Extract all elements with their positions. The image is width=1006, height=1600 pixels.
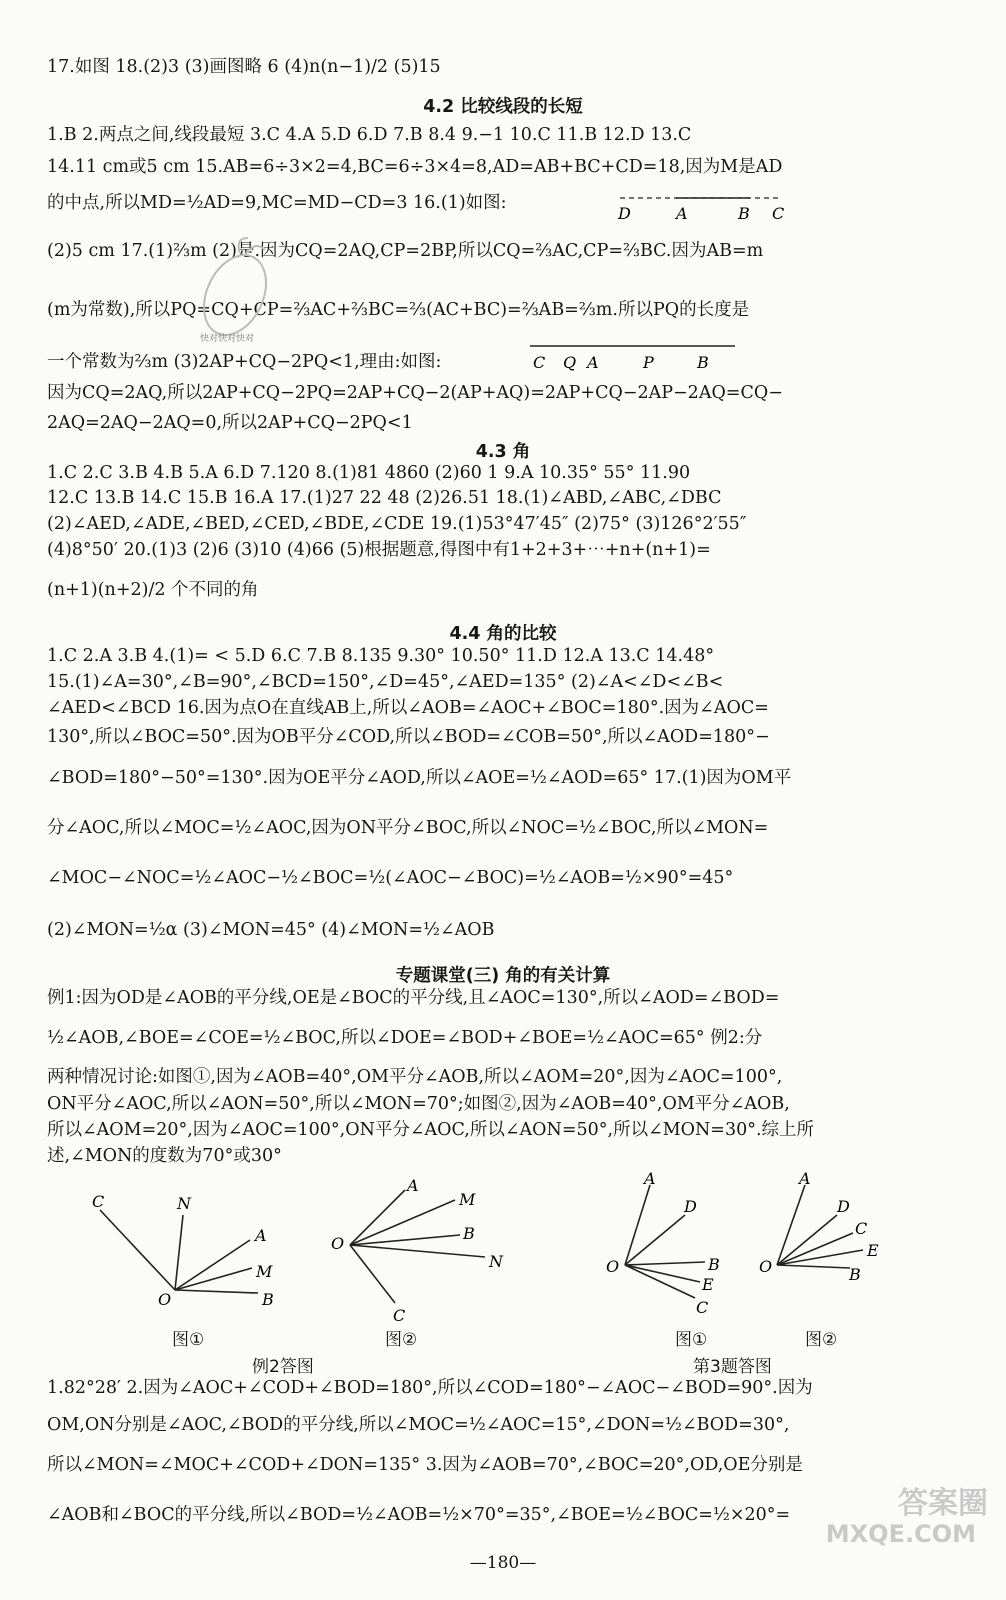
answer-line: (2)∠MON=½α (3)∠MON=45° (4)∠MON=½∠AOB xyxy=(47,920,495,940)
label-point-c: C xyxy=(533,353,546,372)
page-number: —180— xyxy=(469,1553,537,1573)
figure-label: 图② xyxy=(385,1330,418,1350)
segment-figure-dabc xyxy=(600,183,800,223)
label-point-c: C xyxy=(696,1298,709,1317)
label-point-b: B xyxy=(262,1290,274,1309)
label-point-c: C xyxy=(92,1192,105,1211)
stamp-text: 快对快对快对 xyxy=(200,334,255,344)
figure-label: 图① xyxy=(172,1330,205,1350)
ray-oe xyxy=(625,1265,700,1282)
label-point-e: E xyxy=(702,1275,714,1294)
label-point-b: B xyxy=(708,1255,720,1274)
ray-on xyxy=(175,1215,183,1290)
figure-ex2-1 xyxy=(80,1175,310,1335)
label-point-c: C xyxy=(393,1306,406,1325)
answer-line: 2AQ=2AQ−2AQ=0,所以2AP+CQ−2PQ<1 xyxy=(47,413,413,433)
answer-line: 两种情况讨论:如图①,因为∠AOB=40°,OM平分∠AOB,所以∠AOM=20°,因为∠AOC=100°, xyxy=(47,1067,783,1087)
ray-od xyxy=(625,1215,685,1265)
ray-ob xyxy=(777,1265,850,1268)
answer-line: ON平分∠AOC,所以∠AON=50°,所以∠MON=70°;如图②,因为∠AOB=40°,OM平分∠AOB, xyxy=(47,1094,790,1114)
label-point-a: A xyxy=(407,1176,419,1195)
label-point-a: A xyxy=(587,353,599,372)
answer-line: ∠AED<∠BCD 16.因为点O在直线AB上,所以∠AOB=∠AOC+∠BOC=180°.因为∠AOC= xyxy=(47,698,769,718)
answer-line: 例1:因为OD是∠AOB的平分线,OE是∠BOC的平分线,且∠AOC=130°,所以∠AOD=∠BOD= xyxy=(47,988,780,1008)
figure-label: 图② xyxy=(805,1330,838,1350)
label-point-a: A xyxy=(799,1170,811,1188)
ray-oc xyxy=(625,1265,695,1298)
label-point-b: B xyxy=(697,353,709,372)
section-title-4-2: 4.2 比较线段的长短 xyxy=(423,97,583,117)
label-point-d: D xyxy=(837,1197,850,1216)
ray-oa xyxy=(350,1190,405,1245)
ray-om xyxy=(350,1200,455,1245)
watermark-url: MXQE.COM xyxy=(825,1520,976,1548)
label-point-e: E xyxy=(867,1241,879,1260)
ray-ob xyxy=(175,1290,258,1293)
answer-line: ½∠AOB,∠BOE=∠COE=½∠BOC,所以∠DOE=∠BOD+∠BOE=½∠AOC=65° 例2:分 xyxy=(47,1028,763,1048)
carrot-stamp-icon xyxy=(190,235,280,345)
ray-ob xyxy=(350,1235,460,1245)
section-title-4-3: 4.3 角 xyxy=(475,442,531,462)
answer-line: 的中点,所以MD=½AD=9,MC=MD−CD=3 16.(1)如图: xyxy=(47,193,507,213)
label-point-o: O xyxy=(331,1234,345,1253)
ray-on xyxy=(350,1245,485,1257)
answer-line: 因为CQ=2AQ,所以2AP+CQ−2PQ=2AP+CQ−2(AP+AQ)=2AP+CQ−2AP−2AQ=CQ− xyxy=(47,383,783,403)
answer-line: 1.B 2.两点之间,线段最短 3.C 4.A 5.D 6.D 7.B 8.4 9.−1 10.C 11.B 12.D 13.C xyxy=(47,125,692,145)
label-point-m: M xyxy=(459,1190,476,1209)
answer-line: 12.C 13.B 14.C 15.B 16.A 17.(1)27 22 48 (2)26.51 18.(1)∠ABD,∠ABC,∠DBC xyxy=(47,488,722,508)
answer-line: 分∠AOC,所以∠MOC=½∠AOC,因为ON平分∠BOC,所以∠NOC=½∠BOC,所以∠MON= xyxy=(47,818,769,838)
label-point-o: O xyxy=(759,1257,773,1276)
answer-line: (m为常数),所以PQ=CQ+CP=⅔AC+⅔BC=⅔(AC+BC)=⅔AB=⅔m.所以PQ的长度是 xyxy=(47,300,750,320)
answer-line: 130°,所以∠BOC=50°.因为OB平分∠COD,所以∠BOD=∠COB=50°,所以∠AOD=180°− xyxy=(47,727,770,747)
label-point-b: B xyxy=(738,204,750,223)
ray-oc xyxy=(350,1245,395,1303)
figure-caption: 第3题答图 xyxy=(693,1357,772,1377)
section-title-4-4: 4.4 角的比较 xyxy=(449,624,557,644)
answer-line: 述,∠MON的度数为70°或30° xyxy=(47,1146,282,1166)
label-point-a: A xyxy=(644,1170,656,1188)
label-point-n: N xyxy=(177,1194,191,1213)
answer-line: 所以∠MON=∠MOC+∠COD+∠DON=135° 3.因为∠AOB=70°,∠BOC=20°,OD,OE分别是 xyxy=(47,1455,803,1475)
answer-line: 15.(1)∠A=30°,∠B=90°,∠BCD=150°,∠D=45°,∠AED=135° (2)∠A<∠D<∠B< xyxy=(47,672,724,692)
figure-q3-1 xyxy=(600,1170,740,1320)
label-point-a: A xyxy=(255,1226,267,1245)
answer-line: (4)8°50′ 20.(1)3 (2)6 (3)10 (4)66 (5)根据题意,得图中有1+2+3+⋯+n+(n+1)= xyxy=(47,540,711,560)
label-point-b: B xyxy=(463,1224,475,1243)
answer-line: 1.82°28′ 2.因为∠AOC+∠COD+∠BOD=180°,所以∠COD=180°−∠AOC−∠BOD=90°.因为 xyxy=(47,1378,813,1398)
answer-line: (n+1)(n+2)/2 个不同的角 xyxy=(47,580,259,600)
label-point-m: M xyxy=(256,1262,273,1281)
label-point-d: D xyxy=(618,204,631,223)
answer-line: 17.如图 18.(2)3 (3)画图略 6 (4)n(n−1)/2 (5)15 xyxy=(47,57,441,77)
label-point-p: P xyxy=(643,353,654,372)
label-point-d: D xyxy=(684,1197,697,1216)
ray-oa xyxy=(625,1185,650,1265)
ray-om xyxy=(175,1268,252,1290)
answer-line: (2)∠AED,∠ADE,∠BED,∠CED,∠BDE,∠CDE 19.(1)53°47′45″ (2)75° (3)126°2′55″ xyxy=(47,514,747,534)
ray-ob xyxy=(625,1262,705,1265)
answer-line: ∠MOC−∠NOC=½∠AOC−½∠BOC=½(∠AOC−∠BOC)=½∠AOB=½×90°=45° xyxy=(47,868,734,888)
ray-oc xyxy=(777,1233,853,1265)
watermark-logo: 答案圈 xyxy=(898,1486,988,1521)
answer-line: ∠BOD=180°−50°=130°.因为OE平分∠AOD,所以∠AOE=½∠AOD=65° 17.(1)因为OM平 xyxy=(47,768,792,788)
ray-oa xyxy=(175,1240,250,1290)
label-point-c: C xyxy=(772,204,785,223)
answer-line: 1.C 2.A 3.B 4.(1)= < 5.D 6.C 7.B 8.135 9.30° 10.50° 11.D 12.A 13.C 14.48° xyxy=(47,646,715,666)
section-title-special-3: 专题课堂(三) 角的有关计算 xyxy=(395,966,611,986)
label-point-n: N xyxy=(489,1252,503,1271)
figure-label: 图① xyxy=(675,1330,708,1350)
answer-line: 所以∠AOM=20°,因为∠AOC=100°,ON平分∠AOC,所以∠AON=50°,所以∠MON=30°.综上所 xyxy=(47,1120,815,1140)
label-point-a: A xyxy=(676,204,688,223)
ray-oc xyxy=(100,1210,175,1290)
figure-q3-2 xyxy=(755,1170,895,1300)
ray-oe xyxy=(777,1250,863,1265)
label-point-o: O xyxy=(158,1290,172,1309)
figure-ex2-2 xyxy=(325,1175,525,1325)
label-point-q: Q xyxy=(563,353,577,372)
label-point-c: C xyxy=(855,1219,868,1238)
answer-line: (2)5 cm 17.(1)⅔m (2)是.因为CQ=2AQ,CP=2BP,所以CQ=⅔AC,CP=⅔BC.因为AB=m xyxy=(47,241,764,261)
answer-line: 1.C 2.C 3.B 4.B 5.A 6.D 7.120 8.(1)81 4860 (2)60 1 9.A 10.35° 55° 11.90 xyxy=(47,463,691,483)
answer-line: ∠AOB和∠BOC的平分线,所以∠BOD=½∠AOB=½×70°=35°,∠BOE=½∠BOC=½×20°= xyxy=(47,1505,791,1525)
answer-line: OM,ON分别是∠AOC,∠BOD的平分线,所以∠MOC=½∠AOC=15°,∠DON=½∠BOD=30°, xyxy=(47,1415,790,1435)
label-point-b: B xyxy=(849,1265,861,1284)
figure-caption: 例2答图 xyxy=(252,1357,314,1377)
label-point-o: O xyxy=(606,1257,620,1276)
answer-line: 一个常数为⅔m (3)2AP+CQ−2PQ<1,理由:如图: xyxy=(47,352,442,372)
segment-figure-cqapb xyxy=(525,338,745,374)
answer-line: 14.11 cm或5 cm 15.AB=6÷3×2=4,BC=6÷3×4=8,AD=AB+BC+CD=18,因为M是AD xyxy=(47,157,783,177)
